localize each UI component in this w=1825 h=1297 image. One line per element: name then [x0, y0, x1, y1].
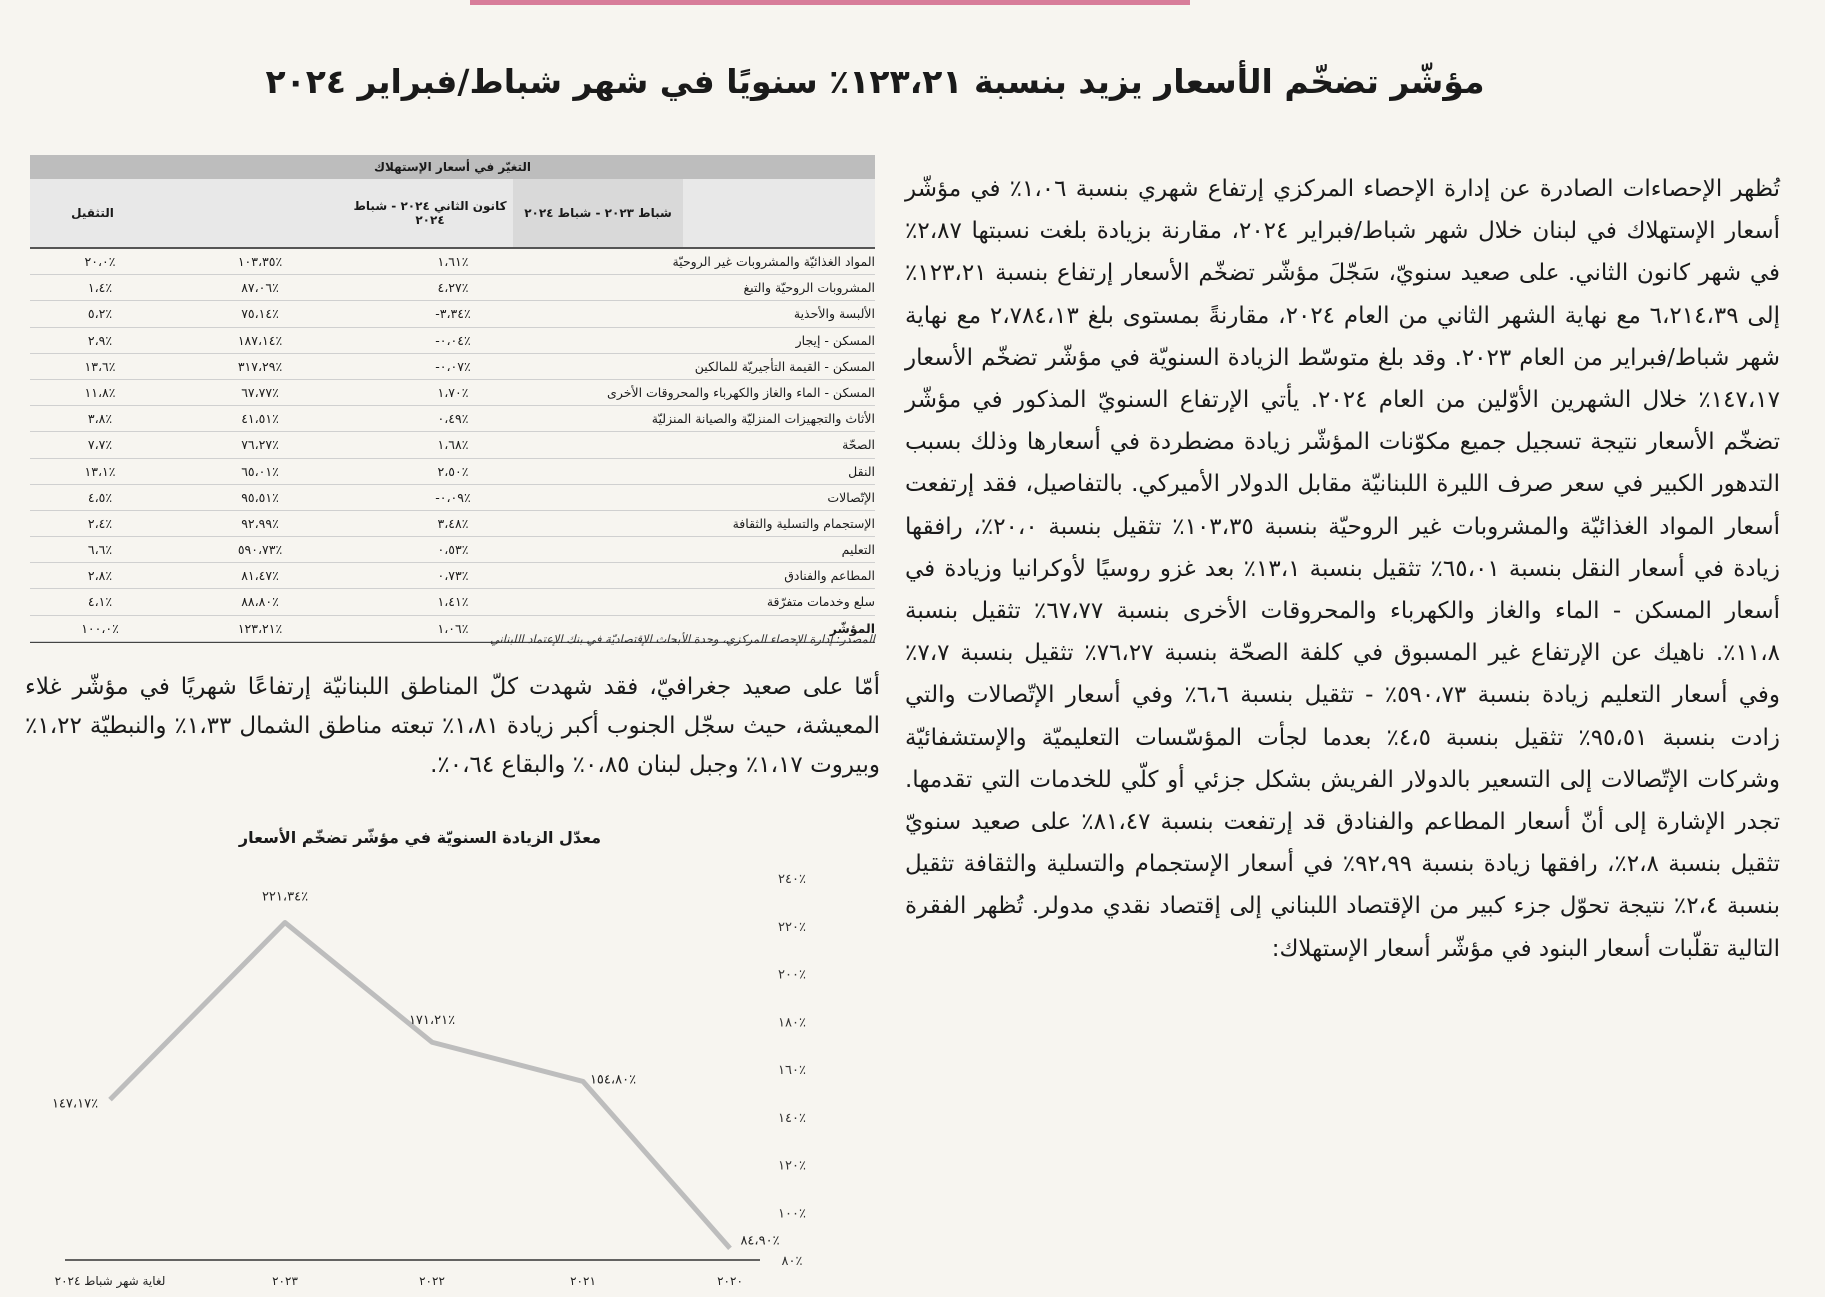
- row-value-v3: ٤،٥٪: [87, 489, 113, 505]
- y-tick-label: ٢٢٠٪: [778, 919, 806, 935]
- y-tick-label: ٢٤٠٪: [778, 872, 806, 887]
- table-row: [30, 537, 875, 563]
- x-tick-label: ٢٠٢١: [570, 1274, 596, 1288]
- table-row: [30, 249, 875, 275]
- x-tick-label: ٢٠٢٢: [419, 1274, 445, 1288]
- table-caption: التغيّر في أسعار الإستهلاك: [30, 155, 875, 179]
- row-value-v3: ٢،٨٪: [87, 568, 113, 584]
- table-body: [30, 249, 875, 643]
- y-tick-label: ٢٠٠٪: [778, 967, 806, 983]
- row-value-v3: ١٣،١٪: [84, 463, 116, 479]
- y-tick-label: ١٨٠٪: [778, 1015, 806, 1031]
- row-value-v1: ٣،٤٨٪: [437, 515, 469, 531]
- row-value-v1: ٤،٢٧٪: [437, 280, 469, 296]
- row-value-v2: ١٠٣،٣٥٪: [237, 254, 283, 269]
- row-value-v1: ١،٠٦٪: [437, 620, 469, 636]
- row-value-v3: ٢،٩٪: [87, 332, 113, 348]
- table-row: [30, 459, 875, 485]
- row-value-v3: ٣،٨٪: [87, 411, 113, 427]
- row-value-v2: ٨٨،٨٠٪: [241, 594, 279, 610]
- row-value-v1: -٣،٣٤٪: [435, 306, 471, 322]
- row-label: الأثاث والتجهيزات المنزليّة والصيانة المنزليّة: [651, 411, 875, 427]
- row-label: المسكن - القيمة التأجيريّة للمالكين: [694, 358, 875, 374]
- row-value-v1: -٠،٠٧٪: [435, 358, 471, 374]
- row-value-v3: ٢،٤٪: [87, 515, 113, 531]
- row-value-v3: ١٣،٦٪: [84, 358, 116, 374]
- row-value-v2: ٩٥،٥١٪: [241, 489, 279, 505]
- table-header: [30, 179, 875, 249]
- row-value-v3: ٦،٦٪: [87, 542, 113, 558]
- row-value-v3: ٧،٧٪: [87, 437, 113, 453]
- main-paragraph: تُظهر الإحصاءات الصادرة عن إدارة الإحصاء المركزي إرتفاع شهري بنسبة ١،٠٦٪ في مؤشّر أسعار الإستهلاك في لبنان خلال شهر شباط/فبراير ٢٠٢٤، مقارنة بزيادة بلغت نسبتها ٢،٨٧٪ في شهر كانون الثاني. على صعيد سنويّ، سَجّلَ مؤشّر تضخّم الأسعار إرتفاع بنسبة ١٢٣،٢١٪ إلى ٦،٢١٤،٣٩ مع نهاية الشهر الثاني من العام ٢٠٢٤، مقارنةً بمستوى بلغ ٢،٧٨٤،١٣ مع نهاية شهر شباط/فبراير من العام ٢٠٢٣. وقد بلغ متوسّط الزيادة السنويّة في مؤشّر تضخّم الأسعار ١٤٧،١٧٪ خلال الشهرين الأوّلين من العام ٢٠٢٤. يأتي الإرتفاع السنويّ المذكور في مؤشّر تضخّم الأسعار نتيجة تسجيل جميع مكوّنات المؤشّر زيادة مضطردة في أسعارها وذلك بسبب التدهور الكبير في سعر صرف الليرة اللبنانيّة مقابل الدولار الأميركي. بالتفاصيل، فقد إرتفعت أسعار المواد الغذائيّة والمشروبات غير الروحيّة بنسبة ١٠٣،٣٥٪ تثقيل بنسبة ٢٠،٠٪، رافقها زيادة في أسعار النقل بنسبة ٦٥،٠١٪ تثقيل بنسبة ١٣،١٪ بعد غزو روسيًا لأوكرانيا وزيادة في أسعار المسكن - الماء والغاز والكهرباء والمحروقات الأخرى بنسبة ٦٧،٧٧٪ تثقيل بنسبة ١١،٨٪. ناهيك عن الإرتفاع غير المسبوق في كلفة الصحّة بنسبة ٧٦،٢٧٪ تثقيل بنسبة ٧،٧٪ وفي أسعار التعليم زيادة بنسبة ٥٩٠،٧٣٪ - تثقيل بنسبة ٦،٦٪ وفي أسعار الإتّصالات والتي زادت بنسبة ٩٥،٥١٪ تثقيل بنسبة ٤،٥٪ بعدما لجأت المؤسّسات التعليميّة والإستشفائيّة وشركات الإتّصالات إلى التسعير بالدولار الفريش بشكل جزئي أو كلّي للخدمات التي تقدمها. تجدر الإشارة إلى أنّ أسعار المطاعم والفنادق قد إرتفعت بنسبة ٨١،٤٧٪ على صعيد سنويّ تثقيل بنسبة ٢،٨٪، رافقها زيادة بنسبة ٩٢،٩٩٪ في أسعار الإستجمام والتسلية والثقافة تثقيل بنسبة ٢،٤٪ نتيجة تحوّل جزء كبير من الإقتصاد اللبناني إلى إقتصاد نقدي مدولر. تُظهر الفقرة التالية تقلّبات أسعار البنود في مؤشّر أسعار الإستهلاك:: [905, 176, 1780, 962]
- annual-inflation-line-chart: [51, 860, 810, 1290]
- x-tick-label: ٢٠٢٠: [717, 1274, 743, 1288]
- data-label: ١٥٤،٨٠٪: [589, 1072, 637, 1088]
- table-row: [30, 485, 875, 511]
- row-label: المشروبات الروحيّة والتبغ: [743, 280, 875, 296]
- y-tick-label: ١٦٠٪: [778, 1063, 806, 1078]
- row-label: المواد الغذائيّة والمشروبات غير الروحيّة: [672, 254, 875, 269]
- row-value-v1: ١،٦٨٪: [437, 437, 469, 453]
- x-tick-label: ٢٠٢٣: [272, 1274, 298, 1288]
- chart-title: معدّل الزيادة السنويّة في مؤشّر تضخّم الأسعار: [238, 828, 602, 847]
- table-row: [30, 511, 875, 537]
- row-value-v3: ٤،١٪: [87, 594, 113, 610]
- consumer-price-table: [30, 155, 875, 643]
- row-value-v3: ٢٠،٠٪: [84, 254, 116, 269]
- table-row: [30, 432, 875, 458]
- row-label: المطاعم والفنادق: [784, 568, 875, 584]
- table-row: [30, 354, 875, 380]
- row-value-v2: ٧٦،٢٧٪: [241, 437, 279, 453]
- header-weight: التثقيل: [71, 206, 114, 220]
- table-row: [30, 275, 875, 301]
- row-value-v3: ١١،٨٪: [84, 384, 116, 400]
- row-value-v2: ١٨٧،١٤٪: [237, 332, 283, 348]
- row-value-v2: ١٢٣،٢١٪: [237, 620, 283, 636]
- row-value-v1: ١،٤١٪: [437, 594, 469, 610]
- y-tick-label: ١٢٠٪: [778, 1158, 806, 1174]
- row-label: سلع وخدمات متفرّقة: [766, 594, 875, 610]
- top-accent-bar: [470, 0, 1190, 5]
- row-value-v1: -٠،٠٩٪: [435, 489, 471, 505]
- row-label: الإتّصالات: [827, 489, 875, 505]
- row-value-v2: ٦٧،٧٧٪: [241, 384, 279, 400]
- y-tick-label: ١٤٠٪: [778, 1110, 806, 1126]
- row-label: النقل: [848, 463, 875, 479]
- row-value-v3: ٥،٢٪: [87, 306, 113, 322]
- row-value-v3: ١٠٠،٠٪: [81, 620, 119, 636]
- data-label: ٨٤،٩٠٪: [740, 1233, 780, 1249]
- geographic-paragraph: أمّا على صعيد جغرافيّ، فقد شهدت كلّ المناطق اللبنانيّة إرتفاعًا شهريًا في مؤشّر غلاء المعيشة، حيث سجّل الجنوب أكبر زيادة ١،٨١٪ تبعته مناطق الشمال ١،٣٣٪ والنبطيّة ١،٢٢٪ وبيروت ١،١٧٪ وجبل لبنان ٠،٨٥٪ والبقاع ٠،٦٤٪.: [25, 674, 881, 778]
- row-value-v1: ٠،٥٣٪: [437, 542, 469, 558]
- row-value-v2: ٩٢،٩٩٪: [241, 515, 279, 531]
- row-value-v1: ٠،٧٣٪: [437, 568, 469, 584]
- row-value-v2: ٣١٧،٢٩٪: [237, 358, 283, 374]
- row-value-v2: ٧٥،١٤٪: [241, 306, 279, 322]
- page-title: مؤشّر تضخّم الأسعار يزيد بنسبة ١٢٣،٢١٪ سنويًا في شهر شباط/فبراير ٢٠٢٤: [265, 62, 1485, 101]
- data-label: ١٧١،٢١٪: [408, 1013, 456, 1029]
- header-annual-change: شباط ٢٠٢٣ - شباط ٢٠٢٤: [513, 179, 683, 247]
- x-tick-label: لغاية شهر شباط ٢٠٢٤: [54, 1274, 166, 1288]
- table-row: [30, 301, 875, 327]
- row-value-v1: ١،٧٠٪: [437, 384, 469, 400]
- header-monthly-change: كانون الثاني ٢٠٢٤ - شباط ٢٠٢٤: [353, 199, 507, 227]
- row-label: المسكن - إيجار: [795, 332, 875, 348]
- table-row: [30, 563, 875, 589]
- row-value-v1: ٢،٥٠٪: [437, 463, 469, 479]
- row-label: التعليم: [841, 542, 875, 558]
- table-row: [30, 406, 875, 432]
- row-value-v2: ٨٧،٠٦٪: [241, 280, 279, 296]
- row-value-v2: ٦٥،٠١٪: [241, 463, 279, 479]
- row-value-v1: ٠،٤٩٪: [437, 411, 469, 427]
- table-row: [30, 328, 875, 354]
- row-value-v1: ١،٦١٪: [437, 254, 469, 269]
- data-label: ١٤٧،١٧٪: [51, 1096, 99, 1112]
- table-row: [30, 380, 875, 406]
- row-value-v2: ٤١،٥١٪: [241, 411, 279, 427]
- row-value-v2: ٨١،٤٧٪: [241, 568, 279, 584]
- row-label: الألبسة والأحذية: [793, 306, 875, 322]
- table-row: [30, 589, 875, 615]
- row-label: الصحّة: [842, 437, 875, 453]
- y-tick-label: ٨٠٪: [781, 1254, 803, 1269]
- row-label: الإستجمام والتسلية والثقافة: [732, 515, 875, 531]
- data-label: ٢٢١،٣٤٪: [261, 889, 309, 905]
- row-label: المؤشّر: [829, 620, 875, 636]
- row-value-v3: ١،٤٪: [87, 280, 113, 296]
- table-source: المصدر: إدارة الإحصاء المركزي، وحدة الأبحاث الإقتصاديّة في بنك الإعتماد اللبناني: [489, 632, 875, 646]
- y-tick-label: ١٠٠٪: [778, 1206, 806, 1222]
- row-label: المسكن - الماء والغاز والكهرباء والمحروقات الأخرى: [607, 384, 875, 400]
- series-line: [110, 923, 730, 1249]
- row-value-v2: ٥٩٠،٧٣٪: [237, 542, 283, 558]
- row-value-v1: -٠،٠٤٪: [435, 332, 471, 348]
